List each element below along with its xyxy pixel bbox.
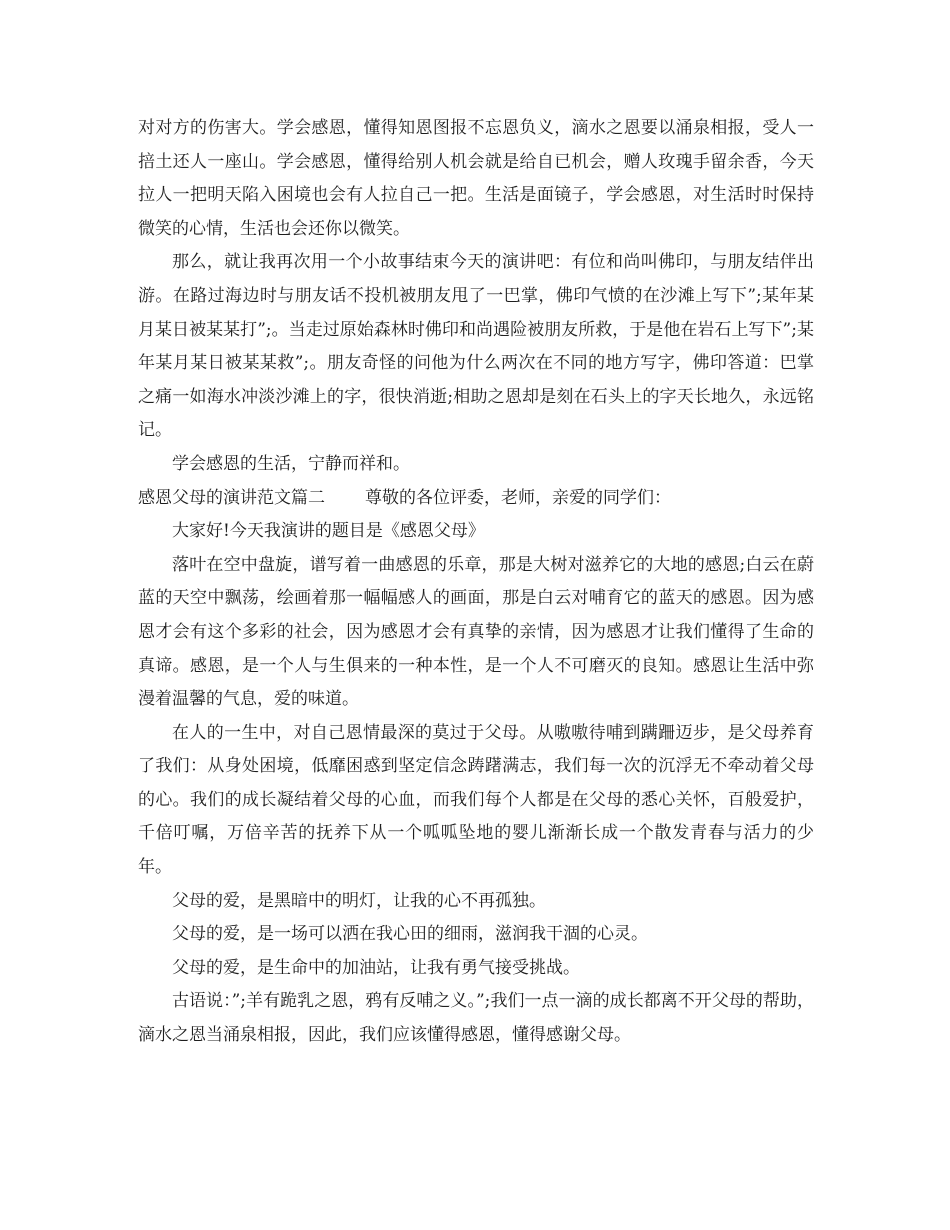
paragraph-love-station: 父母的爱，是生命中的加油站，让我有勇气接受挑战。 (172, 957, 580, 978)
section-title: 感恩父母的演讲范文篇二 (138, 487, 325, 508)
paragraph-love-light: 父母的爱，是黑暗中的明灯，让我的心不再孤独。 (172, 890, 546, 911)
paragraph-continuation: 对对方的伤害大。学会感恩，懂得知恩图报不忘恩负义，滴水之恩要以涌泉相报，受人一掊土还人一座山。学会感恩，懂得给别人机会就是给自已机会，赠人玫瑰手留余香，今天拉人一把明天陷入困境也会有人拉自己一把。生活是面镜子，学会感恩，对生活时时保持微笑的心情，生活也会还你以微笑。 (138, 118, 814, 239)
salutation: 尊敬的各位评委，老师，亲爱的同学们： (365, 487, 671, 508)
paragraph-story: 那么，就让我再次用一个小故事结束今天的演讲吧：有位和尚叫佛印，与朋友结伴出游。在路过海边时与朋友话不投机被朋友甩了一巴掌，佛印气愤的在沙滩上写下”;某年某月某日被某某打”;。当走过原始森林时佛印和尚遇险被朋友所救，于是他在岩石上写下”;某年某月某日被某某救”;。朋友奇怪的问他为什么两次在不同的地方写字，佛印答道：巴掌之痛一如海水冲淡沙滩上的字，很快消逝;相助之恩却是刻在石头上的字天长地久，永远铭记。 (138, 252, 814, 441)
document-page (138, 112, 814, 1053)
paragraph-parents: 在人的一生中，对自己恩情最深的莫过于父母。从嗷嗷待哺到蹒跚迈步，是父母养育了我们：从身处困境，低靡困惑到坚定信念踌躇满志，我们每一次的沉浮无不牵动着父母的心。我们的成长凝结着父母的心血，而我们每个人都是在父母的悉心关怀，百般爱护，千倍叮嘱，万倍辛苦的抚养下从一个呱呱坠地的婴儿渐渐长成一个散发青春与活力的少年。 (138, 722, 814, 878)
paragraph-greeting: 大家好!今天我演讲的题目是《感恩父母》 (172, 521, 485, 542)
paragraph-love-rain: 父母的爱，是一场可以洒在我心田的细雨，滋润我干涸的心灵。 (172, 924, 648, 945)
paragraph-conclusion: 学会感恩的生活，宁静而祥和。 (172, 453, 410, 474)
paragraph-leaves: 落叶在空中盘旋，谱写着一曲感恩的乐章，那是大树对滋养它的大地的感恩;白云在蔚蓝的天空中飘荡，绘画着那一幅幅感人的画面，那是白云对哺育它的蓝天的感恩。因为感恩才会有这个多彩的社会，因为感恩才会有真挚的亲情，因为感恩才让我们懂得了生命的真谛。感恩，是一个人与生俱来的一种本性，是一个人不可磨灭的良知。感恩让生活中弥漫着温馨的气息，爱的味道。 (138, 554, 814, 710)
paragraph-proverb: 古语说：”;羊有跪乳之恩，鸦有反哺之义。”;我们一点一滴的成长都离不开父母的帮助，滴水之恩当涌泉相报，因此，我们应该懂得感恩，懂得感谢父母。 (138, 991, 814, 1046)
section-heading-line (138, 482, 814, 516)
